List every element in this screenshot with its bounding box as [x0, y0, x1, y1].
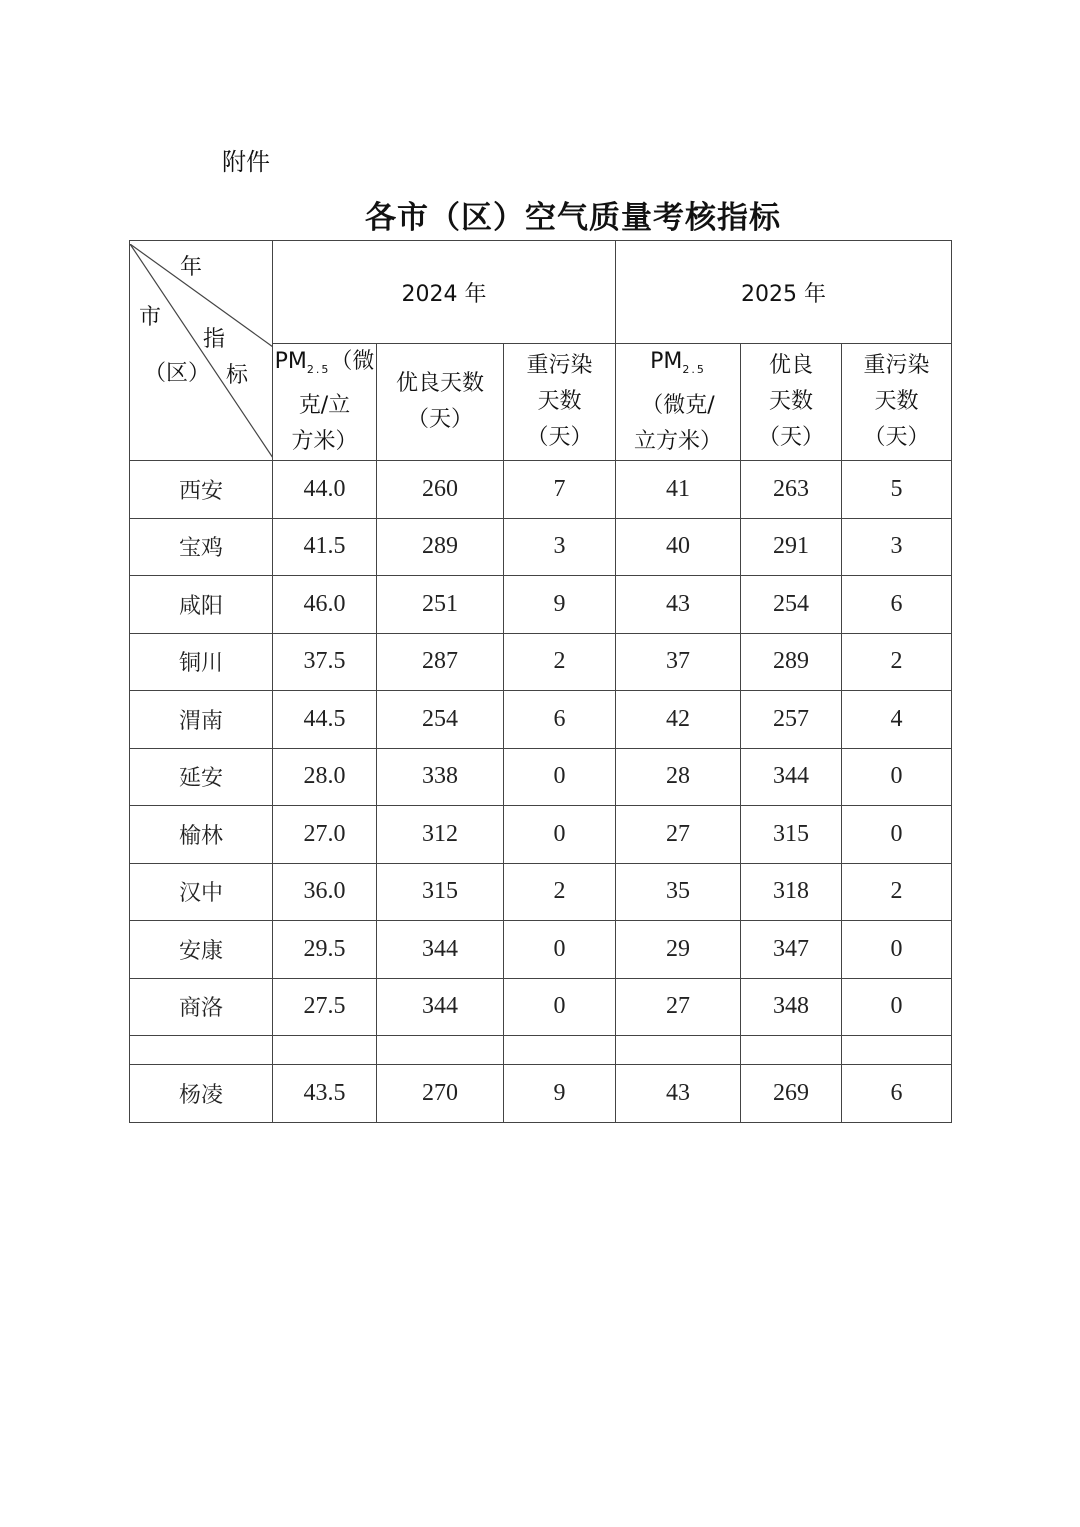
cell-good-2024: 338 — [377, 748, 504, 806]
cell-heavy-2024: 3 — [504, 518, 616, 576]
cell-heavy-2024: 2 — [504, 863, 616, 921]
cell-good-2025: 254 — [741, 576, 842, 634]
cell-heavy-2025 — [842, 1036, 952, 1065]
corner-district-label: （区） — [144, 360, 211, 386]
cell-pm25-2024: 46.0 — [273, 576, 377, 634]
cell-good-2024: 251 — [377, 576, 504, 634]
cell-pm25-2024: 36.0 — [273, 863, 377, 921]
cell-good-2024: 312 — [377, 806, 504, 864]
cell-heavy-2024 — [504, 1036, 616, 1065]
cell-pm25-2024: 37.5 — [273, 633, 377, 691]
table-row — [130, 1065, 952, 1123]
cell-good-2025: 344 — [741, 748, 842, 806]
cell-good-2024: 344 — [377, 921, 504, 979]
cell-pm25-2024: 44.5 — [273, 691, 377, 749]
cell-heavy-2024: 7 — [504, 461, 616, 519]
cell-pm25-2025: 42 — [616, 691, 741, 749]
cell-heavy-2024: 9 — [504, 1065, 616, 1123]
cell-heavy-2024: 0 — [504, 921, 616, 979]
cell-good-2025: 289 — [741, 633, 842, 691]
cell-heavy-2025: 4 — [842, 691, 952, 749]
cell-pm25-2024: 27.0 — [273, 806, 377, 864]
cell-good-2025: 263 — [741, 461, 842, 519]
table-row — [130, 633, 952, 691]
cell-heavy-2024: 2 — [504, 633, 616, 691]
year-header-2025: 2025 年 — [616, 241, 952, 344]
cell-pm25-2025: 28 — [616, 748, 741, 806]
cell-city: 延安 — [130, 748, 273, 806]
cell-good-2024: 344 — [377, 978, 504, 1036]
year-header-2024: 2024 年 — [273, 241, 616, 344]
cell-pm25-2024: 43.5 — [273, 1065, 377, 1123]
corner-year-label: 年 — [180, 254, 203, 280]
cell-good-2025: 257 — [741, 691, 842, 749]
cell-pm25-2025: 37 — [616, 633, 741, 691]
cell-heavy-2025: 0 — [842, 748, 952, 806]
cell-pm25-2025 — [616, 1036, 741, 1065]
header-heavy-pollution-2025: 重污染 天数 （天） — [842, 344, 952, 461]
cell-pm25-2025: 35 — [616, 863, 741, 921]
cell-pm25-2025: 40 — [616, 518, 741, 576]
table-row — [130, 978, 952, 1036]
cell-city: 安康 — [130, 921, 273, 979]
table-row — [130, 691, 952, 749]
header-good-days-2024: 优良天数 （天） — [377, 344, 504, 461]
cell-heavy-2025: 2 — [842, 863, 952, 921]
table-row — [130, 1036, 952, 1065]
cell-good-2025: 347 — [741, 921, 842, 979]
table-row — [130, 518, 952, 576]
cell-heavy-2025: 3 — [842, 518, 952, 576]
cell-pm25-2025: 27 — [616, 978, 741, 1036]
cell-pm25-2025: 29 — [616, 921, 741, 979]
cell-pm25-2025: 43 — [616, 1065, 741, 1123]
cell-good-2024: 254 — [377, 691, 504, 749]
cell-city — [130, 1036, 273, 1065]
cell-pm25-2024: 41.5 — [273, 518, 377, 576]
table-row — [130, 921, 952, 979]
cell-good-2025: 269 — [741, 1065, 842, 1123]
attachment-label: 附件 — [222, 148, 270, 176]
cell-heavy-2024: 0 — [504, 978, 616, 1036]
corner-city-label: 市 — [139, 304, 162, 330]
cell-city: 商洛 — [130, 978, 273, 1036]
cell-heavy-2024: 0 — [504, 806, 616, 864]
cell-heavy-2024: 6 — [504, 691, 616, 749]
cell-pm25-2025: 41 — [616, 461, 741, 519]
cell-good-2024: 287 — [377, 633, 504, 691]
header-pm25-2024: $PM_{2.5}$（微 克/立 方米） — [273, 344, 377, 461]
cell-city: 西安 — [130, 461, 273, 519]
cell-heavy-2025: 0 — [842, 921, 952, 979]
cell-good-2025: 315 — [741, 806, 842, 864]
header-pm25-2025: $PM_{2.5}$ （微克/ 立方米） — [616, 344, 741, 461]
cell-pm25-2024: 29.5 — [273, 921, 377, 979]
cell-pm25-2025: 43 — [616, 576, 741, 634]
cell-good-2024: 260 — [377, 461, 504, 519]
cell-heavy-2025: 2 — [842, 633, 952, 691]
cell-pm25-2025: 27 — [616, 806, 741, 864]
cell-pm25-2024: 27.5 — [273, 978, 377, 1036]
cell-pm25-2024: 44.0 — [273, 461, 377, 519]
table-row — [130, 576, 952, 634]
air-quality-table — [129, 240, 952, 1123]
table-body — [130, 461, 952, 1123]
cell-heavy-2025: 0 — [842, 806, 952, 864]
cell-city: 宝鸡 — [130, 518, 273, 576]
cell-pm25-2024: 28.0 — [273, 748, 377, 806]
corner-indicator-label-1: 指 — [203, 326, 226, 352]
cell-good-2024: 289 — [377, 518, 504, 576]
cell-good-2025 — [741, 1036, 842, 1065]
document-title: 各市（区）空气质量考核指标 — [365, 200, 781, 236]
corner-indicator-label-2: 标 — [226, 362, 249, 388]
cell-good-2024: 270 — [377, 1065, 504, 1123]
cell-heavy-2025: 0 — [842, 978, 952, 1036]
table-row — [130, 748, 952, 806]
cell-heavy-2025: 6 — [842, 1065, 952, 1123]
cell-city: 铜川 — [130, 633, 273, 691]
cell-city: 杨凌 — [130, 1065, 273, 1123]
cell-city: 汉中 — [130, 863, 273, 921]
cell-heavy-2024: 0 — [504, 748, 616, 806]
cell-heavy-2025: 6 — [842, 576, 952, 634]
cell-good-2025: 318 — [741, 863, 842, 921]
table-row — [130, 806, 952, 864]
cell-city: 咸阳 — [130, 576, 273, 634]
cell-good-2024: 315 — [377, 863, 504, 921]
header-good-days-2025: 优良 天数 （天） — [741, 344, 842, 461]
cell-heavy-2025: 5 — [842, 461, 952, 519]
corner-header-cell — [130, 241, 273, 461]
cell-heavy-2024: 9 — [504, 576, 616, 634]
cell-good-2025: 348 — [741, 978, 842, 1036]
header-heavy-pollution-2024: 重污染 天数 （天） — [504, 344, 616, 461]
table-row — [130, 461, 952, 519]
cell-good-2025: 291 — [741, 518, 842, 576]
table-row — [130, 863, 952, 921]
cell-city: 榆林 — [130, 806, 273, 864]
cell-city: 渭南 — [130, 691, 273, 749]
cell-pm25-2024 — [273, 1036, 377, 1065]
cell-good-2024 — [377, 1036, 504, 1065]
